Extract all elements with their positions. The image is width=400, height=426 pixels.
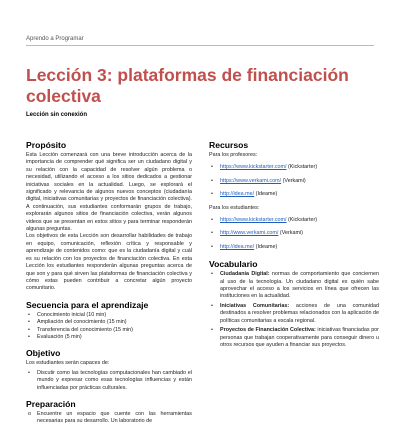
bullet-icon: •: [28, 333, 30, 340]
objetivo-list: [26, 370, 192, 392]
resource-link[interactable]: http://idea.me/: [220, 191, 255, 198]
vocab-definition: acciones de una comunidad destinados a resolver problemas relacionados con la aplicación de políticas comunitarias a escala regional.: [220, 302, 379, 324]
recursos-estudiantes-label: Para los estudiantes:: [209, 204, 260, 211]
vocab-item: [209, 327, 379, 349]
proposito-paragraph-1: Esta Lección comenzará con una breve introducción acerca de la importancia de comprender qué significa ser un ciudadano digital y su relación con la capacidad de resolver algún problema o necesidad, utilizando el acceso a los sitios dedicados a gestionar iniciativas sociales en la actualidad. Luego, se explorará el significado y relevancia de algunos nuevos conceptos (ciudadanía digital, iniciativas comunitarias y proyectos de financiación colectiva). A continuación, sus estudiantes conformarán grupos de trabajo, explorarán algunos sitios de financiación colectiva, verán algunos videos que se presentan en estos sitios y para terminar responderán algunas preguntas.: [26, 152, 192, 233]
bullet-icon: •: [211, 302, 213, 309]
list-item: • Evaluación (5 min): [28, 333, 82, 340]
resource-link[interactable]: http://www.verkami.com/: [220, 230, 279, 237]
resource-item: • http://www.verkami.com/ (Verkami): [211, 230, 303, 237]
vocab-term: Iniciativas Comunitarias:: [220, 302, 290, 309]
left-column: [26, 140, 192, 426]
secuencia-list: [26, 312, 192, 342]
bullet-icon: •: [28, 319, 30, 326]
bullet-icon: •: [211, 243, 213, 250]
circle-bullet-icon: o: [28, 410, 31, 417]
resource-item: • https://www.verkami.com/ (Verkami): [211, 177, 306, 184]
resource-item: • https://www.kickstarter.com/ (Kickstarter): [211, 164, 318, 171]
vocabulario-heading: Vocabulario: [209, 259, 258, 270]
lesson-title: Lección 3: plataformas de financiación colectiva: [26, 65, 349, 106]
resource-link[interactable]: http://idea.me/: [220, 243, 255, 250]
resource-item: • http://idea.me/ (Ideame): [211, 191, 278, 198]
list-item: • Transferencia del conocimiento (15 min): [28, 326, 133, 333]
recursos-estudiantes-list: [209, 217, 379, 251]
resource-link[interactable]: https://www.verkami.com/: [220, 177, 282, 184]
right-column: [209, 140, 379, 351]
vocab-item: [209, 271, 379, 301]
lesson-type-label: Lección sin conexión: [26, 112, 88, 118]
resource-item: • https://www.kickstarter.com/ (Kickstarter): [211, 217, 318, 224]
vocab-definition: iniciativas financiadas por personas que trabajan cooperativamente para conseguir dinero u otros recursos que ayuden a financiar sus proyectos.: [220, 327, 379, 348]
proposito-heading: Propósito: [26, 140, 67, 150]
list-item: • Conocimiento inicial (10 min): [28, 311, 107, 318]
secuencia-heading: Secuencia para el aprendizaje: [26, 299, 149, 310]
objetivo-heading: Objetivo: [26, 348, 61, 359]
vocab-definition: normas de comportamiento que conciernen al uso de la tecnología. Un ciudadano digital es quién sabe aprovechar el acceso a los servicios en línea que ofrecen las instituciones en la actualidad.: [220, 271, 379, 300]
resource-item: • http://idea.me/ (Ideame): [211, 243, 278, 250]
vocab-item: [209, 303, 379, 325]
vocab-term: Ciudadanía Digital:: [220, 271, 270, 278]
bullet-icon: •: [211, 164, 213, 171]
list-item: • Ampliación del conocimiento (15 min): [28, 319, 127, 326]
vocab-term: Proyectos de Financiación Colectiva:: [220, 327, 316, 334]
bullet-icon: •: [28, 369, 30, 376]
recursos-profesores-list: [209, 164, 379, 198]
bullet-icon: •: [211, 327, 213, 334]
list-item: • Discutir como las tecnologías computacionales han cambiado el mundo y expresar como esas tecnologías influencias y están influenciadas por prácticas culturales.: [28, 369, 192, 391]
resource-link[interactable]: https://www.kickstarter.com/: [220, 164, 287, 171]
bullet-icon: •: [211, 191, 213, 198]
objetivo-intro: Los estudiantes serán capaces de:: [26, 360, 110, 367]
preparacion-list: [26, 411, 192, 426]
bullet-icon: •: [211, 217, 213, 224]
bullet-icon: •: [211, 177, 213, 184]
resource-link[interactable]: https://www.kickstarter.com/: [220, 217, 287, 224]
course-name: Aprendo a Programar: [26, 36, 84, 42]
proposito-paragraph-2: Los objetivos de esta Lección son desarrollar habilidades de trabajo en equipo, comunicación, reflexión crítica y responsable y aprendizaje de contenidos como: que es la ciudadanía digital y cuál es su relación con los proyectos de financiación colectiva. En esta Lección los estudiantes responderán algunas preguntas acerca de que son y para qué sirven las plataformas de financiación colectiva y cómo estas pueden contribuir a concretar algún proyecto comunitario.: [26, 233, 192, 292]
recursos-heading: Recursos: [209, 140, 249, 150]
bullet-icon: •: [28, 311, 30, 318]
bullet-icon: •: [211, 230, 213, 237]
page-header: [26, 36, 374, 46]
preparacion-heading: Preparación: [26, 398, 76, 409]
bullet-icon: •: [28, 326, 30, 333]
recursos-profesores-label: Para los profesores:: [209, 152, 258, 158]
list-item: o Encuentre un espacio que cuente con las herramientas necesarias para su desarrollo. Un laboratorio de: [28, 410, 192, 425]
bullet-icon: •: [211, 271, 213, 278]
vocabulario-list: [209, 271, 379, 349]
